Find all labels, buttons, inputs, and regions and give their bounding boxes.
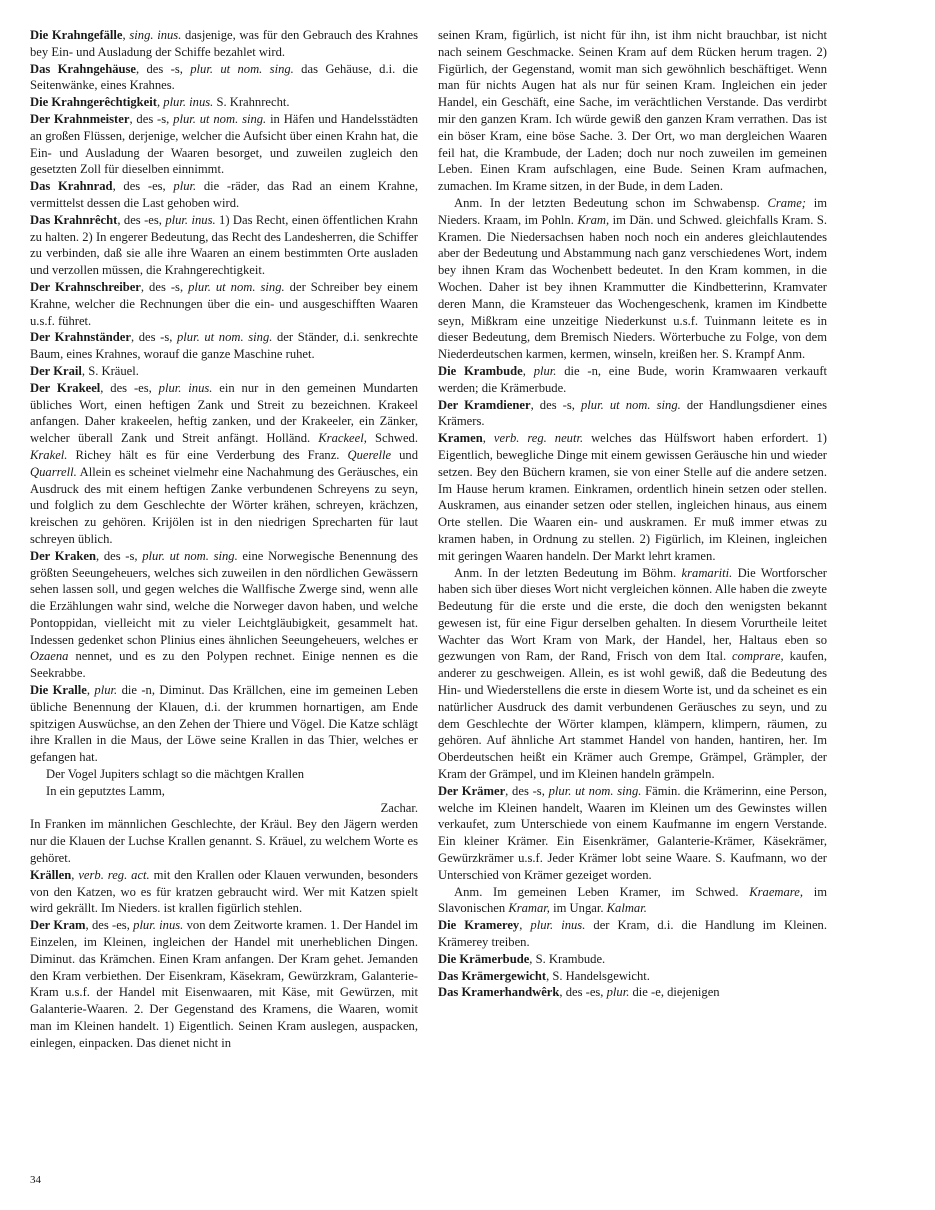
quote-source: Zachar.	[380, 800, 418, 815]
dictionary-entry	[30, 61, 418, 95]
definition-text: , des -s,	[136, 61, 191, 76]
dictionary-entry	[30, 111, 418, 178]
grammar-note: plur. ut nom. sing.	[177, 330, 273, 345]
left-column	[30, 27, 418, 1052]
headword: Die Krahngerêchtigkeit	[30, 95, 157, 110]
definition-text: Die Wortforscher haben sich über dieses Wort nicht vergleichen können. Alle haben die zweyte Bedeutung für die erste und die erste, die doch den wenigsten bekannt gewesen ist, für eine Figur derselben gehalten. In diesem Vorurtheile leitet Wachter das Wort Kram von Mark, der Handel, her, Haltaus eben so gezwungen von Ram, der Rand, Frisch von dem Ital.	[438, 565, 827, 664]
grammar-note: plur. inus.	[163, 95, 214, 110]
headword: Die Kralle	[30, 683, 87, 698]
grammar-note: plur.	[173, 179, 197, 194]
grammar-note: plur. inus.	[158, 380, 213, 395]
definition-text: kaufen, anderer zu geschweigen. Allein, es ist wohl gewiß, daß die Bedeutung des Hin- und Wiederstellens die erste in diesem Worte ist, und da scheinet es ein natürlicher Ausdruck des damit verbundenen Geräusches zu seyn, und zu dem Geschlechte der Wörter klampen, klämpern, klimpern, räumen, zu gehören. Auf ähnliche Art stammet Handel von handen, hantiren, her. Im Oberdeutschen heißt ein Krämer auch Grempe, Grämpel, Grämpler, der Kram der Grämpel, und im Kleinen handeln grämpeln.	[438, 649, 827, 782]
dictionary-entry	[30, 178, 418, 212]
definition-text: , des -s,	[130, 330, 177, 345]
definition-text: , des -es,	[117, 212, 166, 227]
grammar-note: sing. inus.	[129, 28, 182, 42]
grammar-note: verb. reg. act.	[78, 867, 150, 882]
grammar-note: kramariti.	[681, 565, 733, 580]
headword: Der Kraken	[30, 548, 96, 563]
page-number: 34	[30, 1174, 41, 1186]
definition-text: S. Krahnrecht.	[213, 95, 290, 110]
dictionary-entry	[30, 279, 418, 329]
grammar-note: plur.	[533, 363, 557, 378]
definition-text: im Nieders. Kraam, im Pohln.	[438, 195, 827, 227]
dictionary-entry	[438, 27, 827, 195]
dictionary-entry	[438, 951, 827, 968]
definition-text: ein nur in den gemeinen Mundarten übliches Wort, einen heftigen Zank und Streit zu bezeichnen. Krakeel anfangen. Daher krakeelen, heftig zanken, und der Krakeeler, ein Zänker, welcher überall Zank und Streit anfängt. Holländ.	[30, 380, 418, 446]
definition-text: , des -s,	[129, 111, 174, 126]
dictionary-entry	[30, 329, 418, 363]
definition-text: Schwed.	[366, 431, 419, 446]
definition-text: Allein es scheinet vielmehr eine Nachahmung des Geräusches, ein Ausdruck des mit einem heftigen Zanke verbundenen Schreyens zu seyn, und folglich zu dem Geschlechte der Wörter krähen, schreyen, krächzen, kreischen zu gehören. Krijölen ist in den niedrigen Sprecharten für laut schreyen üblich.	[30, 464, 418, 546]
definition-text: ,	[482, 431, 494, 446]
dictionary-entry	[438, 984, 827, 1001]
grammar-note: plur. inus.	[530, 918, 586, 933]
definition-text: , des -s,	[505, 783, 549, 798]
dictionary-entry	[438, 917, 827, 951]
definition-text: , des -s,	[96, 548, 143, 563]
definition-text: ,	[86, 683, 95, 698]
definition-text: die -n, Diminut. Das Krällchen, eine im gemeinen Leben übliche Benennung der Klauen, d.i. der krummen hornartigen, am Ende spitzigen Auswüchse, an den Zehen der Thiere und Vögel. Die Katze schlägt ihre Krallen in die Maus, der Löwe seine Krallen in das Thier, welches er gefangen hat.	[30, 683, 418, 765]
grammar-note: Querelle	[347, 447, 392, 462]
headword: Das Krahnrêcht	[30, 212, 118, 227]
definition-text: , des -es,	[559, 985, 607, 1000]
definition-text: ,	[156, 95, 164, 110]
dictionary-entry	[438, 968, 827, 985]
dictionary-entry	[30, 212, 418, 279]
headword: Das Krahngehäuse	[30, 61, 137, 76]
headword: Die Krahngefälle	[30, 28, 123, 42]
grammar-note: plur. ut nom. sing.	[173, 111, 267, 126]
definition-text: Anm. Im gemeinen Leben Kramer, im Schwed.	[454, 884, 750, 899]
definition-text: ,	[519, 918, 531, 933]
grammar-note: plur. inus.	[133, 918, 184, 933]
definition-text: die -n, eine Bude, worin Kramwaaren verkauft werden; die Krämerbude.	[438, 363, 828, 395]
dictionary-entry	[438, 363, 827, 397]
definition-text: dasjenige, was für den Gebrauch des Krahnes bey Ein- und Ausladung der Schiffe bezahlet wird.	[30, 28, 418, 59]
definition-text: mit den Krallen oder Klauen verwunden, besonders von den Katzen, wo es für kratzen gebraucht wird. Wer mit Katzen spielt wird gekrällt. Im Nieders. ist krallen figürlich stehlen.	[30, 867, 418, 916]
definition-text: das Gehäuse, d.i. die Seitenwänke, eines Krahnes.	[30, 61, 418, 93]
definition-text: , S. Handelsgewicht.	[546, 968, 650, 983]
grammar-note: plur.	[606, 985, 630, 1000]
definition-text: In Franken im männlichen Geschlechte, der Kräul. Bey den Jägern werden nur die Klauen der Luchse Krallen genannt. S. Kräuel, zu welchem Worte es gehöret.	[30, 817, 418, 866]
grammar-note: Kramar,	[508, 901, 550, 916]
headword: Der Krail	[30, 363, 82, 378]
definition-text: und	[391, 447, 418, 462]
headword: Die Kramerey	[438, 918, 520, 933]
headword: Der Krämer	[438, 783, 506, 798]
dictionary-entry	[30, 380, 418, 548]
annotation-paragraph	[438, 565, 827, 783]
grammar-note: plur. ut nom. sing.	[142, 548, 238, 563]
annotation-paragraph	[438, 884, 827, 918]
definition-text: , S. Krambude.	[529, 951, 606, 966]
definition-text: 1) Das Recht, einen öffentlichen Krahn zu halten. 2) In engerer Bedeutung, das Recht des Landesherren, die Schiffer zu verbinden, daß sie alle ihre Waaren an einem bestimmten Orte ausladen und verzollen müssen, die Krahngerechtigkeit.	[30, 212, 418, 278]
headword: Das Krämergewicht	[438, 968, 547, 983]
definition-text: von dem Zeitworte kramen. 1. Der Handel im Einzelen, im Kleinen, ingleichen der Handel mit unerheblichen Dingen. Diminut. das Krämchen. Einen Kram anfangen. Der Kram gehet. Jemanden den Kram verbiethen. Der Eisenkram, Käsekram, Gewürzkram, Galanterie-Kram u.s.f. der Handel mit Eisenwaaren, mit Käse, mit Gewürzen, mit Galanterie-Waaren. 2. Der Gegenstand des Kramens, die Waaren, womit man im Kleinen handelt. 1) Eigentlich. Seinen Kram auslegen, auspacken, einlegen, einpacken. Das dienet nicht in	[30, 918, 418, 1050]
definition-text: die -e, diejenigen	[629, 985, 720, 1000]
headword: Der Krahnmeister	[30, 111, 130, 126]
grammar-note: plur.	[94, 683, 118, 698]
dictionary-entry	[438, 397, 827, 431]
headword: Der Krahnständer	[30, 330, 131, 345]
grammar-note: plur. ut nom. sing.	[581, 397, 681, 412]
definition-text: ,	[122, 28, 130, 42]
headword: Der Kram	[30, 918, 86, 933]
definition-text: der Kram, d.i. die Handlung im Kleinen. Krämerey treiben.	[438, 918, 827, 950]
verse-line: In ein geputztes Lamm,	[46, 783, 165, 798]
grammar-note: plur. ut nom. sing.	[548, 783, 642, 798]
grammar-note: plur. ut nom. sing.	[190, 61, 294, 76]
definition-text: im Dän. und Schwed. gleichfalls Kram. S. Kramen. Die Niedersachsen haben noch noch ein anderes gleichlautendes aber der Bedeutung und Abstammung nach ganz verschiedenes Wort, indem bey ihnen Kram das Wochenbett bedeutet. In den Kram kommen, in die Wochen. Daher ist bey ihnen Krammutter die Kindbetterinn, Kramvater deren Mann, die Kramsteuer das Wochengeschenk, kramen im Kindbette seyn, Mißkram eine unzeitige Niederkunst u.s.f. Tuinmann leitete es in dieser Bedeutung, dem Bremisch Nieders. Wörterbuche zu Folge, von dem Niederdeutschen karmen, kermen, winseln, kreißen her. S. Krampf Anm.	[438, 212, 828, 362]
definition-text: , des -s,	[530, 397, 581, 412]
grammar-note: Kalmar.	[606, 901, 647, 916]
definition-text: Anm. In der letzten Bedeutung schon im Schwabensp.	[454, 195, 768, 210]
definition-text: , des -es,	[112, 179, 174, 194]
headword: Der Krahnschreiber	[30, 279, 141, 294]
headword: Die Krämerbude	[438, 951, 530, 966]
definition-text: der Ständer, d.i. senkrechte Baum, eines Krahnes, worauf die ganze Maschine ruhet.	[30, 330, 419, 362]
dictionary-entry	[30, 867, 418, 917]
grammar-note: verb. reg. neutr.	[493, 431, 584, 446]
definition-text: der Schreiber bey einem Krahne, welcher die Rechnungen über die ein- und ausgeschifften Waaren u.s.f. führet.	[30, 279, 419, 328]
dictionary-entry	[30, 548, 418, 682]
grammar-note: plur. ut nom. sing.	[188, 279, 285, 294]
definition-text: ,	[71, 867, 79, 882]
headword: Krällen	[30, 867, 72, 882]
definition-text: Fämin. die Krämerinn, eine Person, welche im Kleinen handelt, Waaren im Kleinen um des Gewinstes willen verkaufet, zum Unterschiede von einem Kaufmanne im engern Verstande. Ein kleiner Krämer. Ein Eisenkrämer, Galanterie-Krämer, Käsekrämer, Gewürzkrämer u.s.f. Jeder Krämer lobt seine Waare. S. Kaufmann, wo der Unterschied von Krämer gezeiget worden.	[438, 783, 827, 882]
definition-text: Richey hält es für eine Verderbung des Franz.	[67, 447, 348, 462]
grammar-note: Kram,	[577, 212, 610, 227]
definition-text: im Slavonischen	[438, 884, 827, 916]
definition-text: seinen Kram, figürlich, ist nicht für ihn, ist ihm nicht brauchbar, ist nicht nach seinem Geschmacke. Seinen Kram auf dem Rücken herum tragen. 2) Figürlich, der Gegenstand, womit man sich gewöhnlich beschäftiget. Wenn man für nichts Augen hat als nur für seinen Kram. Ingleichen ein jeder Handel, ein Geschäft, eine Sache, im verächtlichen Verstande. Das verdirbt mir den ganzen Kram. Ich würde gewiß den ganzen Kram verrathen. Das ist ein böser Kram, eine böse Sache. 3. Der Ort, wo man dergleichen Waaren feil hat, die Krambude, der Laden; doch nur noch zuweilen im gemeinen Leben. Einen Kram aufschlagen, eine Bude. Seinen Kram aufmachen, zumachen. Im Krame sitzen, in der Bude, in dem Laden.	[438, 28, 827, 194]
grammar-note: Kraemare,	[749, 884, 803, 899]
definition-text: die -räder, das Rad an einem Krahne, vermittelst dessen die Last gehoben wird.	[30, 179, 418, 210]
headword: Das Krahnrad	[30, 179, 113, 194]
headword: Kramen	[438, 431, 483, 446]
dictionary-entry	[30, 816, 418, 866]
dictionary-entry	[438, 430, 827, 564]
definition-text: Anm. In der letzten Bedeutung im Böhm.	[454, 565, 682, 580]
definition-text: eine Norwegische Benennung des größten Seeungeheuers, welches sich zuweilen in den nördlichen Gewässern sehen lassen soll, und gegen welches die Wallfische Zwerge sind, wenn alle die Erzählungen wahr sind, welche die Norweger davon haben, und welche Pontoppidan, vielleicht mit zu vieler Leichtgläubigkeit, gesammelt hat. Indessen gedenket schon Plinius eines ähnlichen Seeungeheuers, welches er	[30, 548, 419, 647]
grammar-note: Krackeel,	[318, 431, 367, 446]
dictionary-entry	[30, 917, 418, 1051]
definition-text: der Handlungsdiener eines Krämers.	[438, 397, 827, 429]
grammar-note: Ozaena	[30, 649, 69, 664]
grammar-note: Crame;	[767, 195, 806, 210]
annotation-paragraph	[438, 195, 827, 363]
right-column	[438, 27, 827, 1001]
grammar-note: Quarrell.	[30, 464, 77, 479]
grammar-note: comprare,	[732, 649, 784, 664]
verse-line: Der Vogel Jupiters schlagt so die mächtgen Krallen	[46, 767, 304, 782]
definition-text: , des -es,	[100, 380, 159, 395]
definition-text: im Ungar.	[549, 901, 607, 916]
dictionary-entry	[30, 94, 418, 111]
grammar-note: plur. inus.	[165, 212, 216, 227]
dictionary-entry	[30, 363, 418, 380]
headword: Der Krakeel	[30, 380, 101, 395]
dictionary-entry	[30, 682, 418, 766]
definition-text: in Häfen und Handelsstädten an großen Flüssen, derjenige, welcher die Aufsicht über einen Krahn hat, die Ein- und Ausladung der Waaren besorget, und zuweilen zugleich den gesetzten Zoll für dieselben einnimmt.	[30, 111, 418, 177]
definition-text: , S. Kräuel.	[81, 363, 139, 378]
definition-text: , des -es,	[85, 918, 134, 933]
headword: Der Kramdiener	[438, 397, 531, 412]
dictionary-entry	[438, 783, 827, 884]
definition-text: , des -s,	[140, 279, 189, 294]
headword: Die Krambude	[438, 363, 523, 378]
definition-text: ,	[522, 363, 534, 378]
grammar-note: Krakel.	[30, 447, 68, 462]
dictionary-entry	[30, 27, 418, 61]
definition-text: nennet, und es zu den Polypen rechnet. Einige nennen es die Seekrabbe.	[30, 649, 418, 681]
definition-text: welches das Hülfswort haben erfordert. 1) Eigentlich, bewegliche Dinge mit einem gewissen Geräusche hin und wieder setzen. Bey den Büchern kramen, sie von einer Stelle auf die andere setzen. Im Hause herum kramen. Einkramen, ordentlich hinein setzen oder stellen. Auskramen, aus einander setzen oder stellen, ingleichen hinaus, aus einem Orte stellen. Die Waaren ein- und auskramen. Er muß immer etwas zu kramen haben, in Ordnung zu stellen. 2) Figürlich, im Kleinen, ingleichen mit geringen Waaren handeln. Der Markt lehrt kramen.	[438, 431, 827, 563]
headword: Das Kramerhandwêrk	[438, 985, 560, 1000]
